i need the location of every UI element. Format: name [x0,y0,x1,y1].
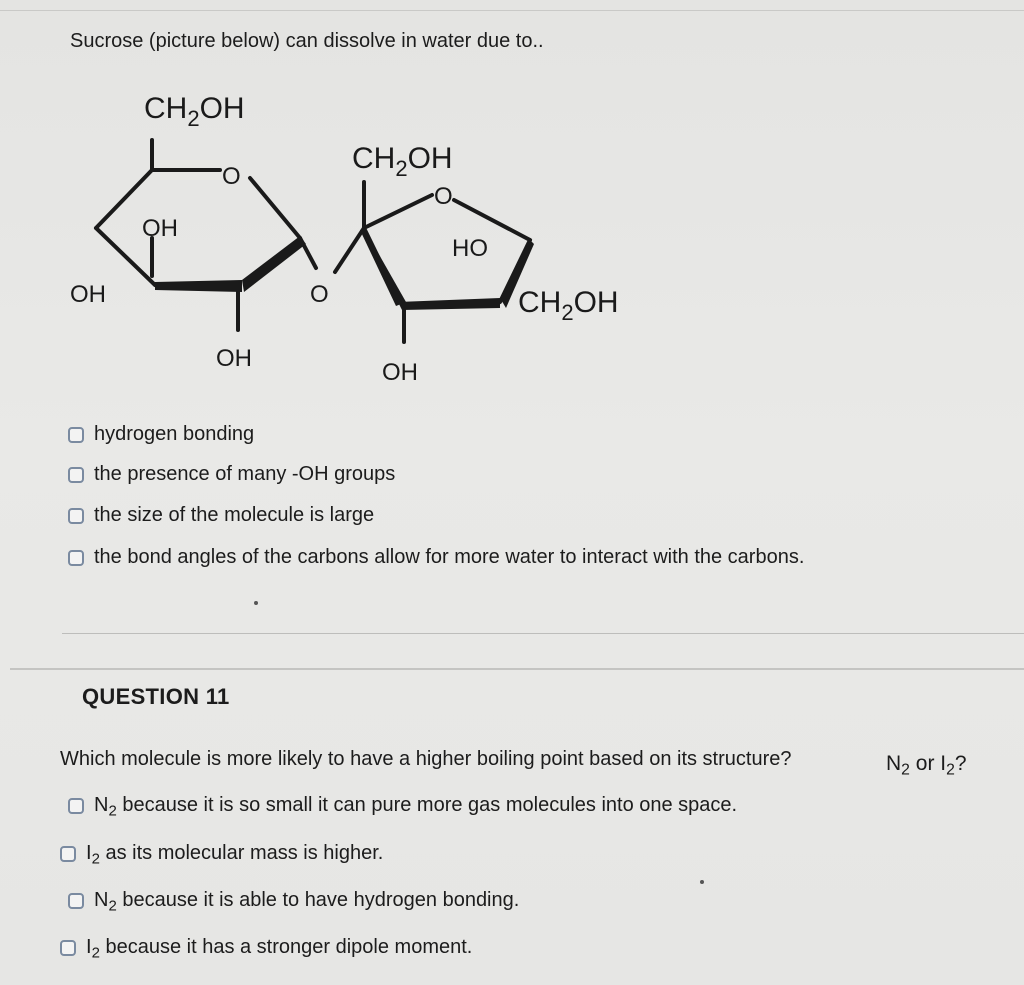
q11-option-4[interactable]: $I_2$ because it has a stronger dipole moment. [60,936,472,959]
q11-option-1[interactable]: $N_2$ because it is so small it can pure more gas molecules into one space. [68,794,737,817]
q11-option-4-checkbox[interactable] [60,940,76,956]
ch2oh-right-label: $CH_2OH$ [518,286,619,325]
q10-option-4[interactable]: the bond angles of the carbons allow for more water to interact with the carbons. [68,546,804,569]
stray-mark-2 [700,880,704,884]
q11-option-3-checkbox[interactable] [68,893,84,909]
q10-option-3[interactable]: the size of the molecule is large [68,504,374,527]
q10-option-2[interactable]: the presence of many -OH groups [68,463,395,486]
q10-option-1[interactable]: hydrogen bonding [68,423,254,446]
oh-left-label: OH [70,281,106,308]
divider [62,633,1024,634]
q10-option-3-checkbox[interactable] [68,508,84,524]
stray-mark [254,601,258,605]
oh-bottom-left-label: OH [216,345,252,372]
question-11-suffix: $N_2$ or $I_2$? [886,752,967,779]
top-divider [0,0,1024,11]
question-10-prompt: Sucrose (picture below) can dissolve in water due to.. [70,30,544,52]
q10-option-4-checkbox[interactable] [68,550,84,566]
section-divider [10,668,1024,670]
q11-option-1-checkbox[interactable] [68,798,84,814]
oh-inner-label: OH [142,215,178,242]
bridge-oxygen: O [310,281,329,308]
question-11-title: QUESTION 11 [82,684,230,709]
ch2oh-left-label: $CH_2OH$ [144,92,245,131]
sucrose-diagram [60,80,660,390]
q11-option-2[interactable]: $I_2$ as its molecular mass is higher. [60,842,383,865]
q11-option-2-checkbox[interactable] [60,846,76,862]
sucrose-structure [60,80,660,395]
ring-oxygen-right: O [434,183,453,210]
oh-bottom-right-label: OH [382,359,418,386]
ch2oh-mid-label: $CH_2OH$ [352,142,453,181]
ring-oxygen-left: O [222,163,241,190]
q10-option-1-checkbox[interactable] [68,427,84,443]
q11-option-3[interactable]: $N_2$ because it is able to have hydrogen bonding. [68,889,519,912]
ho-label: HO [452,235,488,262]
question-11-prompt: Which molecule is more likely to have a higher boiling point based on its structure? [60,748,792,770]
q10-option-2-checkbox[interactable] [68,467,84,483]
